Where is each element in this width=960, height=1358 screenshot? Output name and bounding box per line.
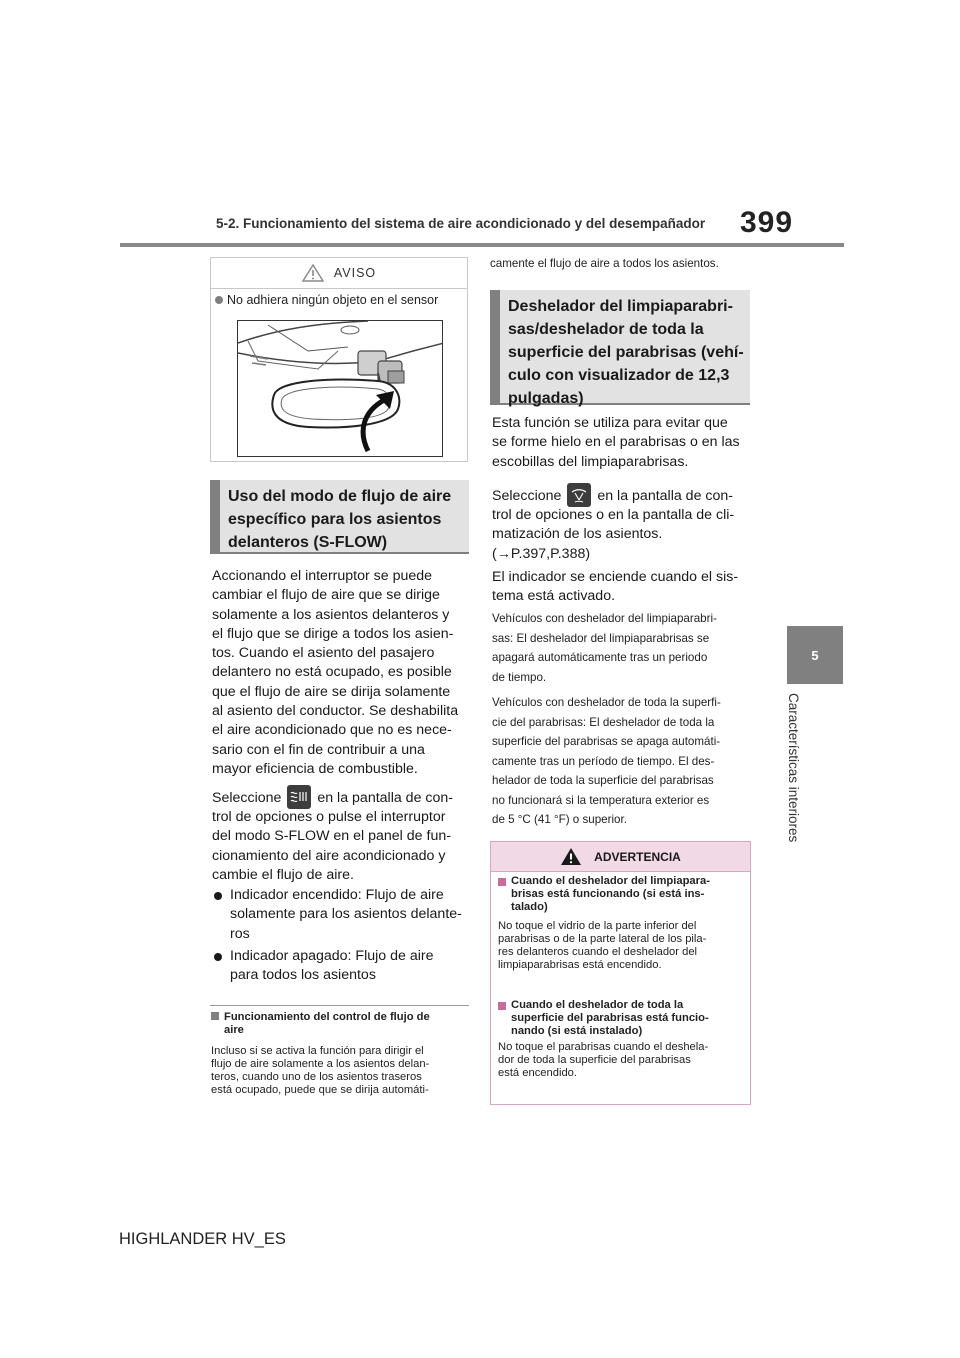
- warning-item-1: Cuando el deshelador del limpiapara- brisas está funcionando (si está ins- talado) No toque el vidrio de la parte inferior del parabrisas o de la parte lateral de los pila- res delanteros cuando el deshelador del limpiaparabrisas está encendido.: [498, 875, 710, 971]
- square-bullet-icon: [211, 1012, 219, 1020]
- deicer-select-continuation: trol de opciones o en la pantalla de cli- matización de los asientos. (→P.397,P.388): [492, 507, 735, 562]
- page-number: 399: [740, 206, 794, 239]
- square-bullet-icon: [498, 878, 506, 886]
- square-bullet-icon: [498, 1002, 506, 1010]
- note-divider: [210, 1005, 469, 1006]
- caution-icon: [302, 264, 324, 282]
- deicer-note-2: Vehículos con deshelador de toda la superfi- cie del parabrisas: El deshelador de toda la superficie del parabrisas se apaga automáti- camente tras un período de tiempo. El des- helador de toda la superficie del parabrisas no funcionará si la temperatura exterior es de 5 °C (41 °F) o superior.: [492, 696, 721, 826]
- notice-title: AVISO: [333, 266, 377, 280]
- warning-icon: [560, 847, 582, 866]
- notice-box: [210, 257, 468, 462]
- bullet-dot-icon: [214, 953, 222, 961]
- bullet-dot-icon: [215, 296, 223, 304]
- sflow-description: Accionando el interruptor se puede cambiar el flujo de aire que se dirige solamente a los asientos delanteros y el flujo que se dirige a todos los asien- tos. Cuando el asiento del pasajero delantero no está ocupado, es posible que el flujo de aire se dirija solamente al asiento del conductor. Se deshabilita el aire acondicionado que no es nece- sario con el fin de contribuir a una mayor eficiencia de combustible.: [212, 568, 459, 777]
- note-title: Funcionamiento del control de flujo de aire: [211, 1011, 430, 1037]
- indicator-text: El indicador se enciende cuando el sis- tema está activado.: [492, 569, 739, 605]
- sflow-select-line: Seleccione en la pantalla de con-: [212, 785, 453, 809]
- continuation-text: camente el flujo de aire a todos los asientos.: [490, 257, 719, 270]
- notice-header: [211, 258, 467, 289]
- chapter-tab: 5: [787, 626, 843, 684]
- section-title: 5-2. Funcionamiento del sistema de aire acondicionado y del desempañador: [216, 216, 706, 231]
- warning-box: [490, 841, 751, 1105]
- warning-header: ADVERTENCIA: [491, 842, 750, 872]
- deicer-description: Esta función se utiliza para evitar que se forme hielo en el parabrisas o en las escobillas del limpiaparabrisas.: [492, 415, 740, 470]
- deicer-select-line: Seleccione en la pantalla de con-: [492, 483, 733, 507]
- note-text: Incluso si se activa la función para dirigir el flujo de aire solamente a los asientos delan- teros, cuando uno de los asientos traseros está ocupado, puede que se dirija automáti-: [211, 1045, 430, 1096]
- s-flow-icon: [287, 785, 311, 809]
- bullet-dot-icon: [214, 892, 222, 900]
- chapter-label: Características interiores: [786, 693, 801, 843]
- rear-view-mirror-icon: [238, 321, 443, 457]
- section-heading-deicer: Deshelador del limpiaparabri- sas/deshelador de toda la superficie del parabrisas (vehí- culo con visualizador de 12,3 pulgadas): [490, 290, 750, 405]
- warning-item-2: Cuando el deshelador de toda la superficie del parabrisas está funcio- nando (si está instalado) No toque el parabrisas cuando el deshela- dor de toda la superficie del parabrisas está encendido.: [498, 999, 709, 1079]
- header-divider: [120, 243, 844, 247]
- notice-bullet: No adhiera ningún objeto en el sensor: [211, 289, 467, 307]
- wiper-deicer-icon: [567, 483, 591, 507]
- deicer-note-1: Vehículos con deshelador del limpiaparabri- sas: El deshelador del limpiaparabrisas se apagará automáticamente tras un periodo de tiempo.: [492, 612, 717, 684]
- indicator-off-item: Indicador apagado: Flujo de aire para todos los asientos: [230, 948, 434, 984]
- mirror-sensor-figure: [237, 320, 443, 457]
- section-heading-sflow: Uso del modo de flujo de aire específico para los asientos delanteros (S-FLOW): [210, 480, 469, 554]
- indicator-on-item: Indicador encendido: Flujo de aire solamente para los asientos delante- ros: [230, 887, 462, 942]
- sflow-select-continuation: trol de opciones o pulse el interruptor del modo S-FLOW en el panel de fun- cionamiento del aire acondicionado y cambie el flujo de aire.: [212, 809, 451, 883]
- footer-model: HIGHLANDER HV_ES: [119, 1230, 286, 1248]
